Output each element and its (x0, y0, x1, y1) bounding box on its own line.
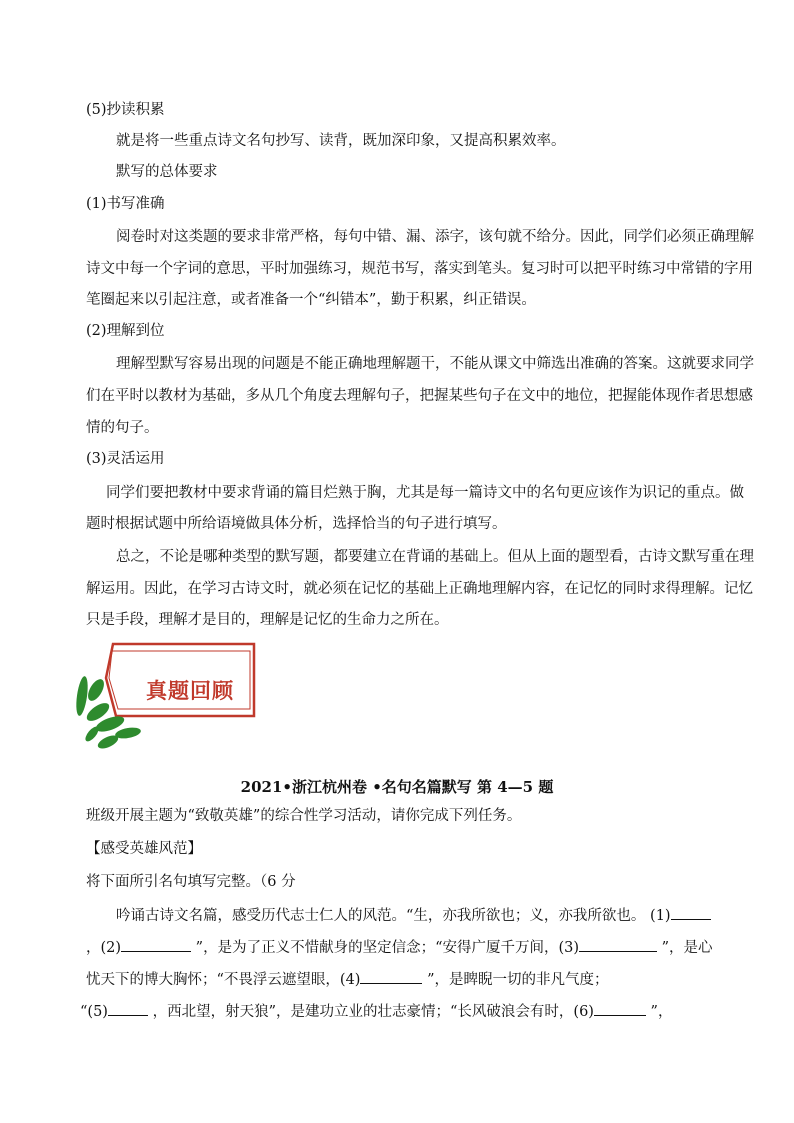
paragraph-text: ”，是心 (657, 940, 713, 956)
paragraph-text: ，西北望，射天狼”，是建功立业的壮志豪情；“长风破浪会有时， (147, 1004, 574, 1020)
fill-paragraph-line (86, 969, 609, 990)
blank-number: (5) (87, 1004, 108, 1020)
fill-paragraph-line (86, 937, 713, 958)
blank-number: (1) (650, 908, 671, 924)
fill-paragraph-line (80, 1001, 672, 1022)
answer-blank-4[interactable] (360, 969, 422, 984)
question-instruction: 将下面所引名句填写完整。（6 分 (86, 874, 296, 890)
blank-number: (3) (558, 940, 580, 956)
requirements-title: 默写的总体要求 (116, 164, 218, 180)
paragraph-text: ， (86, 940, 101, 956)
blank-number: (2) (100, 940, 122, 956)
req3-paragraph-line: 题时根据试题中所给语境做具体分析，选择恰当的句子进行填写。 (86, 516, 507, 532)
item5-title: (5)抄读积累 (86, 102, 165, 118)
paragraph-text: ”， (645, 1004, 673, 1020)
paragraph-text: 忧天下的博大胸怀；“不畏浮云遮望眼， (86, 972, 340, 988)
req1-paragraph-line: 笔圈起来以引起注意，或者准备一个“纠错本”，勤于积累，纠正错误。 (86, 292, 536, 308)
answer-blank-3[interactable] (579, 937, 657, 952)
req2-title: (2)理解到位 (86, 323, 165, 339)
banner-label: 真题回顾 (146, 678, 234, 703)
req2-paragraph-line: 们在平时以教材为基础，多从几个角度去理解句子，把握某些句子在文中的地位，把握能体现作者思想感 (86, 388, 753, 404)
item5-body: 就是将一些重点诗文名句抄写、读背，既加深印象，又提高积累效率。 (116, 133, 566, 149)
req2-paragraph-line: 理解型默写容易出现的问题是不能正确地理解题干，不能从课文中筛选出准确的答案。这就要求同学 (116, 356, 754, 372)
paragraph-text: ”，是睥睨一切的非凡气度； (422, 972, 609, 988)
blank-number: (4) (339, 972, 361, 988)
section-banner (68, 638, 258, 758)
req2-paragraph-line: 情的句子。 (86, 420, 159, 436)
answer-blank-5[interactable] (108, 1001, 148, 1016)
task-title: 【感受英雄风范】 (86, 841, 202, 857)
req3-paragraph-line: 同学们要把教材中要求背诵的篇目烂熟于胸，尤其是每一篇诗文中的名句更应该作为识记的重点。做 (106, 485, 744, 501)
fill-paragraph-line (116, 905, 711, 926)
question-intro: 班级开展主题为“致敬英雄”的综合性学习活动，请你完成下列任务。 (86, 808, 522, 824)
summary-paragraph-line: 解运用。因此，在学习古诗文时，就必须在记忆的基础上正确地理解内容，在记忆的同时求得理解。记忆 (86, 581, 753, 597)
req1-title: (1)书写准确 (86, 196, 165, 212)
paragraph-text: “ (80, 1004, 88, 1020)
answer-blank-1[interactable] (671, 905, 711, 920)
req1-paragraph-line: 诗文中每一个字词的意思，平时加强练习，规范书写，落实到笔头。复习时可以把平时练习中常错的字用 (86, 261, 753, 277)
req3-title: (3)灵活运用 (86, 451, 165, 467)
blank-number: (6) (573, 1004, 594, 1020)
answer-blank-2[interactable] (121, 937, 191, 952)
summary-paragraph-line: 总之，不论是哪种类型的默写题，都要建立在背诵的基础上。但从上面的题型看，古诗文默写重在理 (116, 549, 754, 565)
question-heading: 2021•浙江杭州卷 •名句名篇默写 第 4—5 题 (240, 778, 554, 796)
answer-blank-6[interactable] (594, 1001, 646, 1016)
paragraph-text: 吟诵古诗文名篇，感受历代志士仁人的风范。“生，亦我所欲也；义，亦我所欲也。 (116, 908, 646, 924)
req1-paragraph-line: 阅卷时对这类题的要求非常严格，每句中错、漏、添字，该句就不给分。因此，同学们必须正确理解 (116, 229, 754, 245)
summary-paragraph-line: 只是手段，理解才是目的，理解是记忆的生命力之所在。 (86, 612, 449, 628)
paragraph-text: ”，是为了正义不惜献身的坚定信念；“安得广厦千万间， (191, 940, 559, 956)
